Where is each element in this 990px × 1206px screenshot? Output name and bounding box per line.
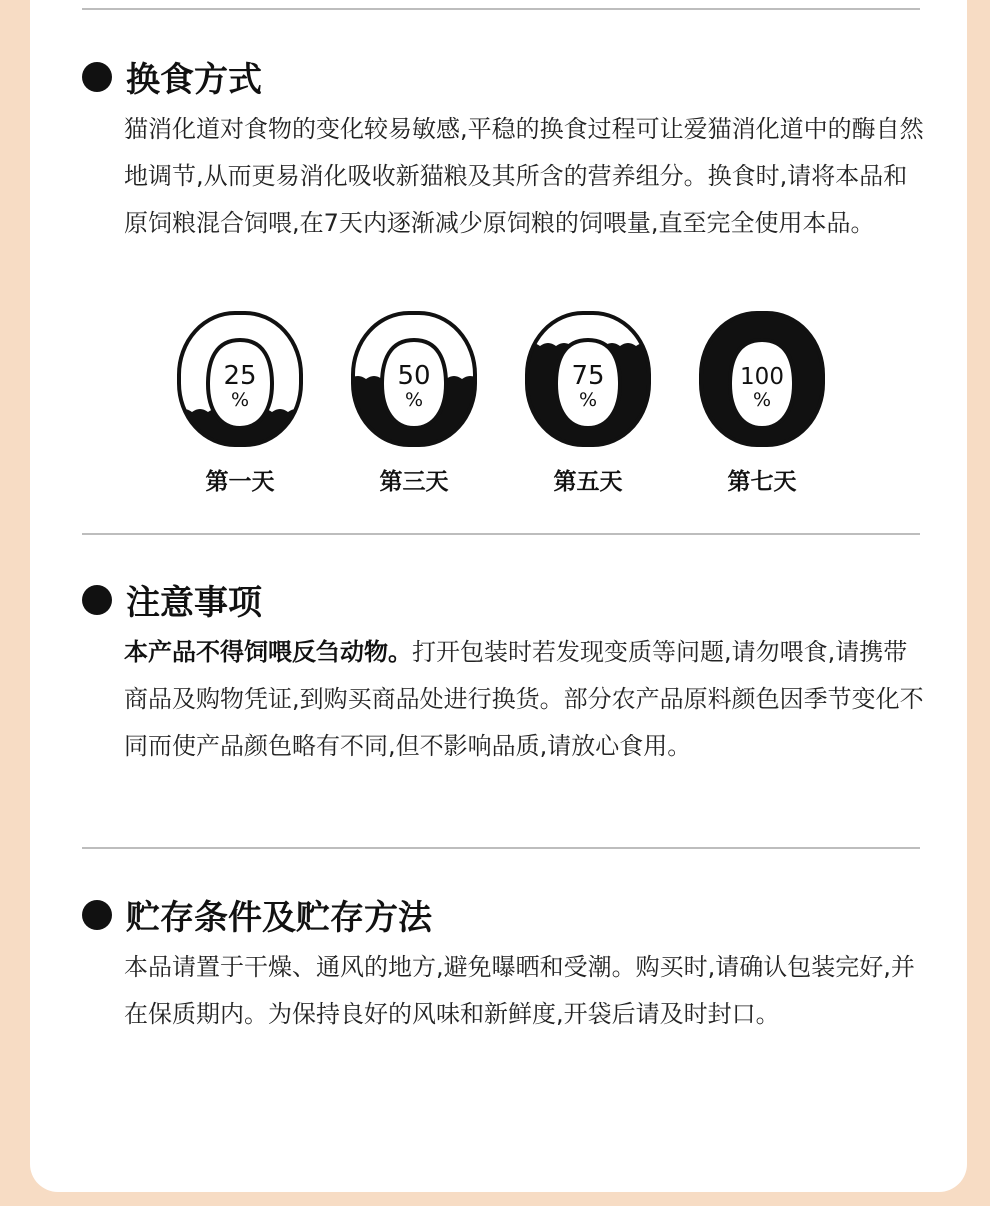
transition-step: [176, 310, 304, 500]
notice-body: 打开包装时若发现变质等问题,请勿喂食,请携带商品及购物凭证,到购买商品处进行换货。部分农产品原料颜色因季节变化不同而使产品颜色略有不同,但不影响品质,请放心食用。: [124, 638, 924, 760]
day-label: 第一天: [205, 469, 275, 495]
divider: [82, 847, 920, 849]
heading-text: 换食方式: [126, 60, 262, 100]
food-oval-icon: [176, 310, 304, 460]
food-oval-icon: [350, 310, 478, 460]
section-heading-feeding: [82, 52, 262, 101]
percent-value: 25: [223, 361, 257, 391]
divider: [82, 8, 920, 10]
food-oval-icon: [524, 310, 652, 460]
section-heading-storage: [82, 890, 432, 939]
percent-unit: %: [578, 389, 598, 411]
percent-value: 75: [571, 361, 605, 391]
bullet-icon: [82, 585, 112, 615]
divider: [82, 533, 920, 535]
heading-text: 贮存条件及贮存方法: [126, 898, 432, 938]
percent-unit: %: [752, 389, 772, 411]
transition-step: [524, 310, 652, 500]
storage-paragraph: 本品请置于干燥、通风的地方,避免曝晒和受潮。购买时,请确认包装完好,并在保质期内。为保持良好的风味和新鲜度,开袋后请及时封口。: [124, 953, 915, 1028]
section-heading-notice: [82, 575, 262, 624]
feeding-paragraph: 猫消化道对食物的变化较易敏感,平稳的换食过程可让爱猫消化道中的酶自然地调节,从而更易消化吸收新猫粮及其所含的营养组分。换食时,请将本品和原饲粮混合饲喂,在7天内逐渐减少原饲粮的饲喂量,直至完全使用本品。: [124, 115, 924, 237]
percent-unit: %: [404, 389, 424, 411]
bullet-icon: [82, 900, 112, 930]
bullet-icon: [82, 62, 112, 92]
notice-paragraph: [124, 629, 924, 770]
food-oval-icon: [698, 310, 826, 460]
day-label: 第七天: [727, 469, 797, 495]
transition-step: [350, 310, 478, 500]
day-label: 第三天: [379, 469, 449, 495]
heading-text: 注意事项: [126, 583, 262, 623]
food-transition-chart: [176, 310, 836, 500]
day-label: 第五天: [553, 469, 623, 495]
percent-value: 100: [740, 364, 784, 390]
transition-step: [698, 310, 826, 500]
notice-warning: 本产品不得饲喂反刍动物。: [124, 638, 412, 666]
percent-value: 50: [397, 361, 431, 391]
percent-unit: %: [230, 389, 250, 411]
